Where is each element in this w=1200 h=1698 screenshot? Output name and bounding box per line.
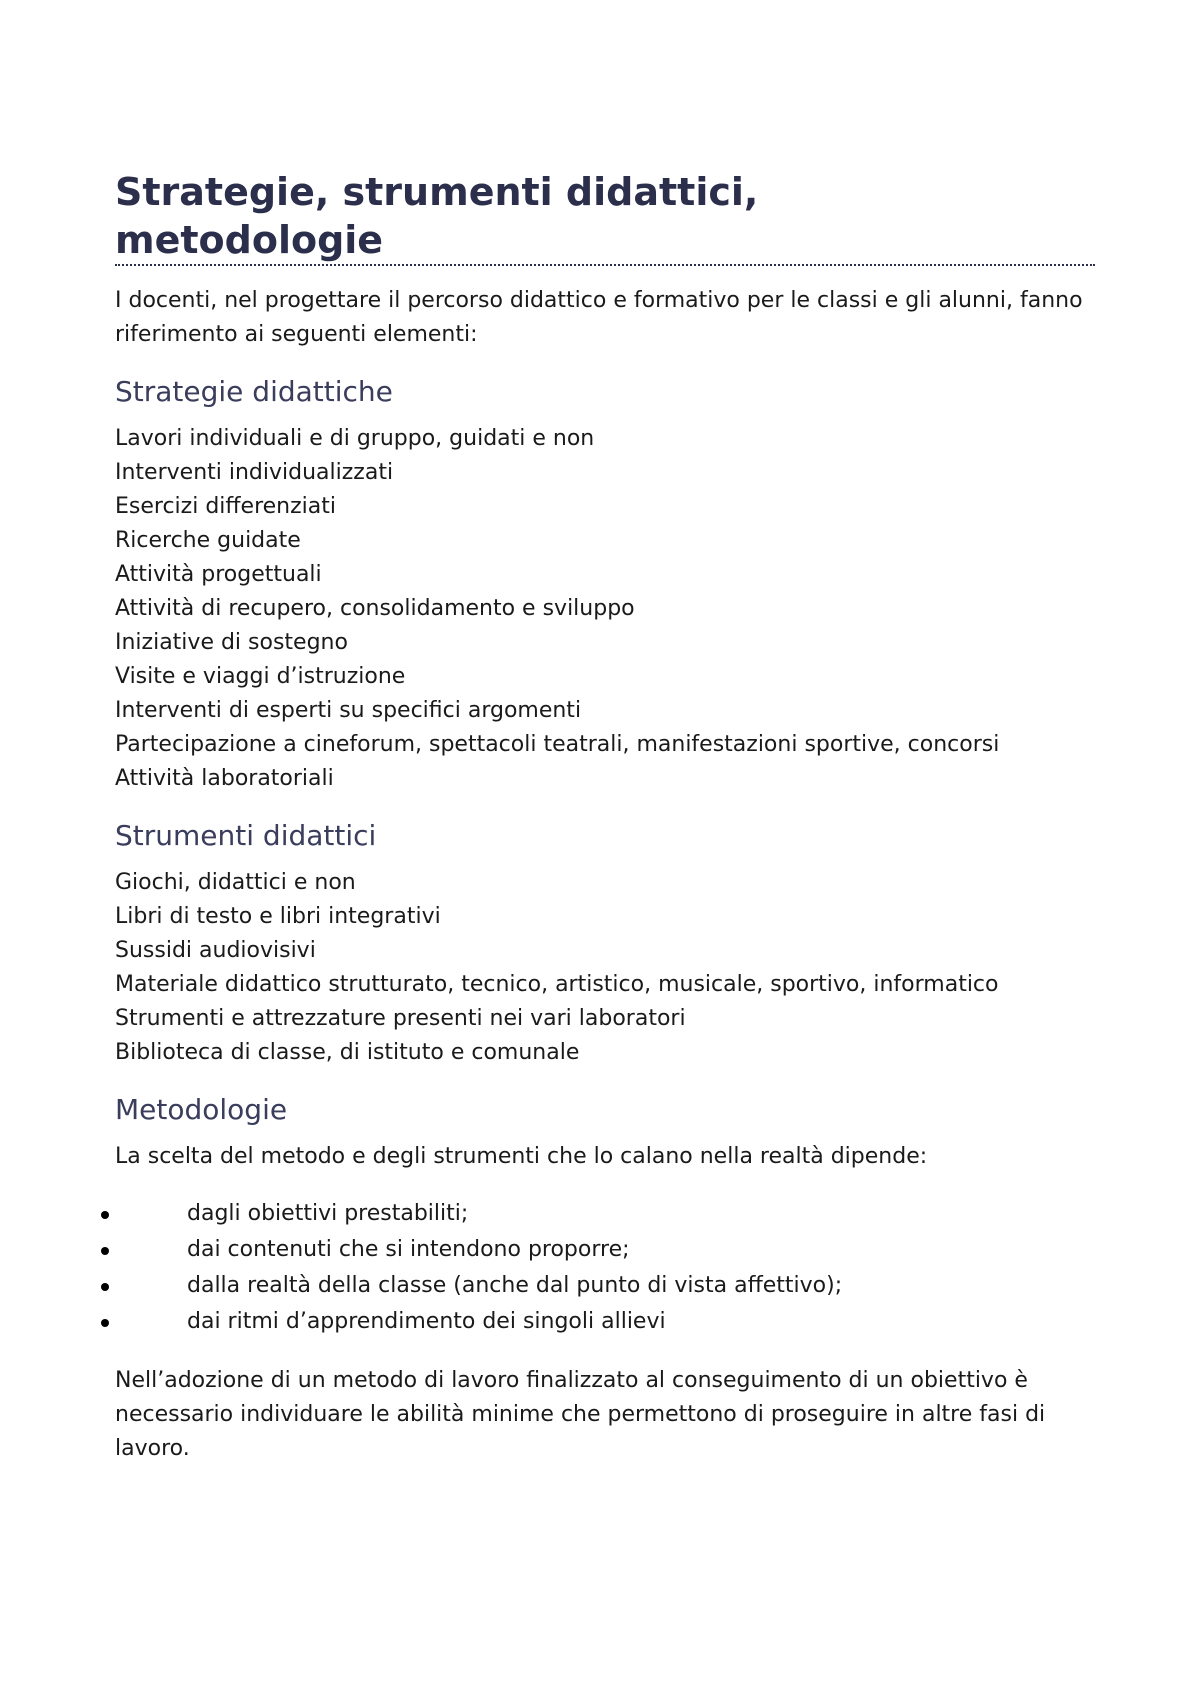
list-item: Attività progettuali — [115, 562, 322, 587]
strategie-list — [115, 422, 1095, 796]
list-item: Lavori individuali e di gruppo, guidati e non — [115, 426, 595, 451]
bullet-icon — [101, 1319, 109, 1327]
metodologie-bullet-list — [115, 1196, 1095, 1340]
bullet-item — [115, 1232, 1095, 1268]
bullet-item — [115, 1268, 1095, 1304]
bullet-icon — [101, 1283, 109, 1291]
bullet-icon — [101, 1211, 109, 1219]
bullet-text: dai contenuti che si intendono proporre; — [187, 1237, 630, 1262]
list-item: Sussidi audiovisivi — [115, 938, 316, 963]
strumenti-list — [115, 866, 1095, 1070]
list-item: Esercizi differenziati — [115, 494, 337, 519]
list-item: Libri di testo e libri integrativi — [115, 904, 441, 929]
metodologie-intro: La scelta del metodo e degli strumenti che lo calano nella realtà dipende: — [115, 1144, 928, 1169]
bullet-item — [115, 1196, 1095, 1232]
document-title — [115, 168, 1095, 266]
list-item: Iniziative di sostegno — [115, 630, 348, 655]
list-item: Materiale didattico strutturato, tecnico, artistico, musicale, sportivo, informatico — [115, 972, 999, 997]
list-item: Partecipazione a cineforum, spettacoli teatrali, manifestazioni sportive, concorsi — [115, 732, 1000, 757]
list-item: Attività laboratoriali — [115, 766, 334, 791]
bullet-icon — [101, 1247, 109, 1255]
heading-strategie-didattiche: Strategie didattiche — [115, 375, 393, 408]
intro-paragraph: I docenti, nel progettare il percorso didattico e formativo per le classi e gli alunni, fanno riferimento ai seguenti elementi: — [115, 288, 1083, 347]
closing-paragraph: Nell’adozione di un metodo di lavoro finalizzato al conseguimento di un obiettivo è necessario individuare le abilità minime che permettono di proseguire in altre fasi di lavoro. — [115, 1368, 1046, 1461]
list-item: Ricerche guidate — [115, 528, 301, 553]
title-line-2: metodologie — [115, 218, 384, 262]
heading-strumenti-didattici: Strumenti didattici — [115, 819, 377, 852]
list-item: Giochi, didattici e non — [115, 870, 356, 895]
list-item: Biblioteca di classe, di istituto e comunale — [115, 1040, 580, 1065]
list-item: Interventi individualizzati — [115, 460, 394, 485]
bullet-item — [115, 1304, 1095, 1340]
list-item: Attività di recupero, consolidamento e sviluppo — [115, 596, 635, 621]
document-page — [115, 168, 1095, 1466]
list-item: Visite e viaggi d’istruzione — [115, 664, 406, 689]
bullet-text: dagli obiettivi prestabiliti; — [187, 1201, 469, 1226]
bullet-text: dalla realtà della classe (anche dal punto di vista affettivo); — [187, 1273, 843, 1298]
bullet-text: dai ritmi d’apprendimento dei singoli allievi — [187, 1309, 666, 1334]
list-item: Strumenti e attrezzature presenti nei vari laboratori — [115, 1006, 686, 1031]
title-line-1: Strategie, strumenti didattici, — [115, 170, 759, 214]
heading-metodologie: Metodologie — [115, 1093, 288, 1126]
list-item: Interventi di esperti su specifici argomenti — [115, 698, 582, 723]
